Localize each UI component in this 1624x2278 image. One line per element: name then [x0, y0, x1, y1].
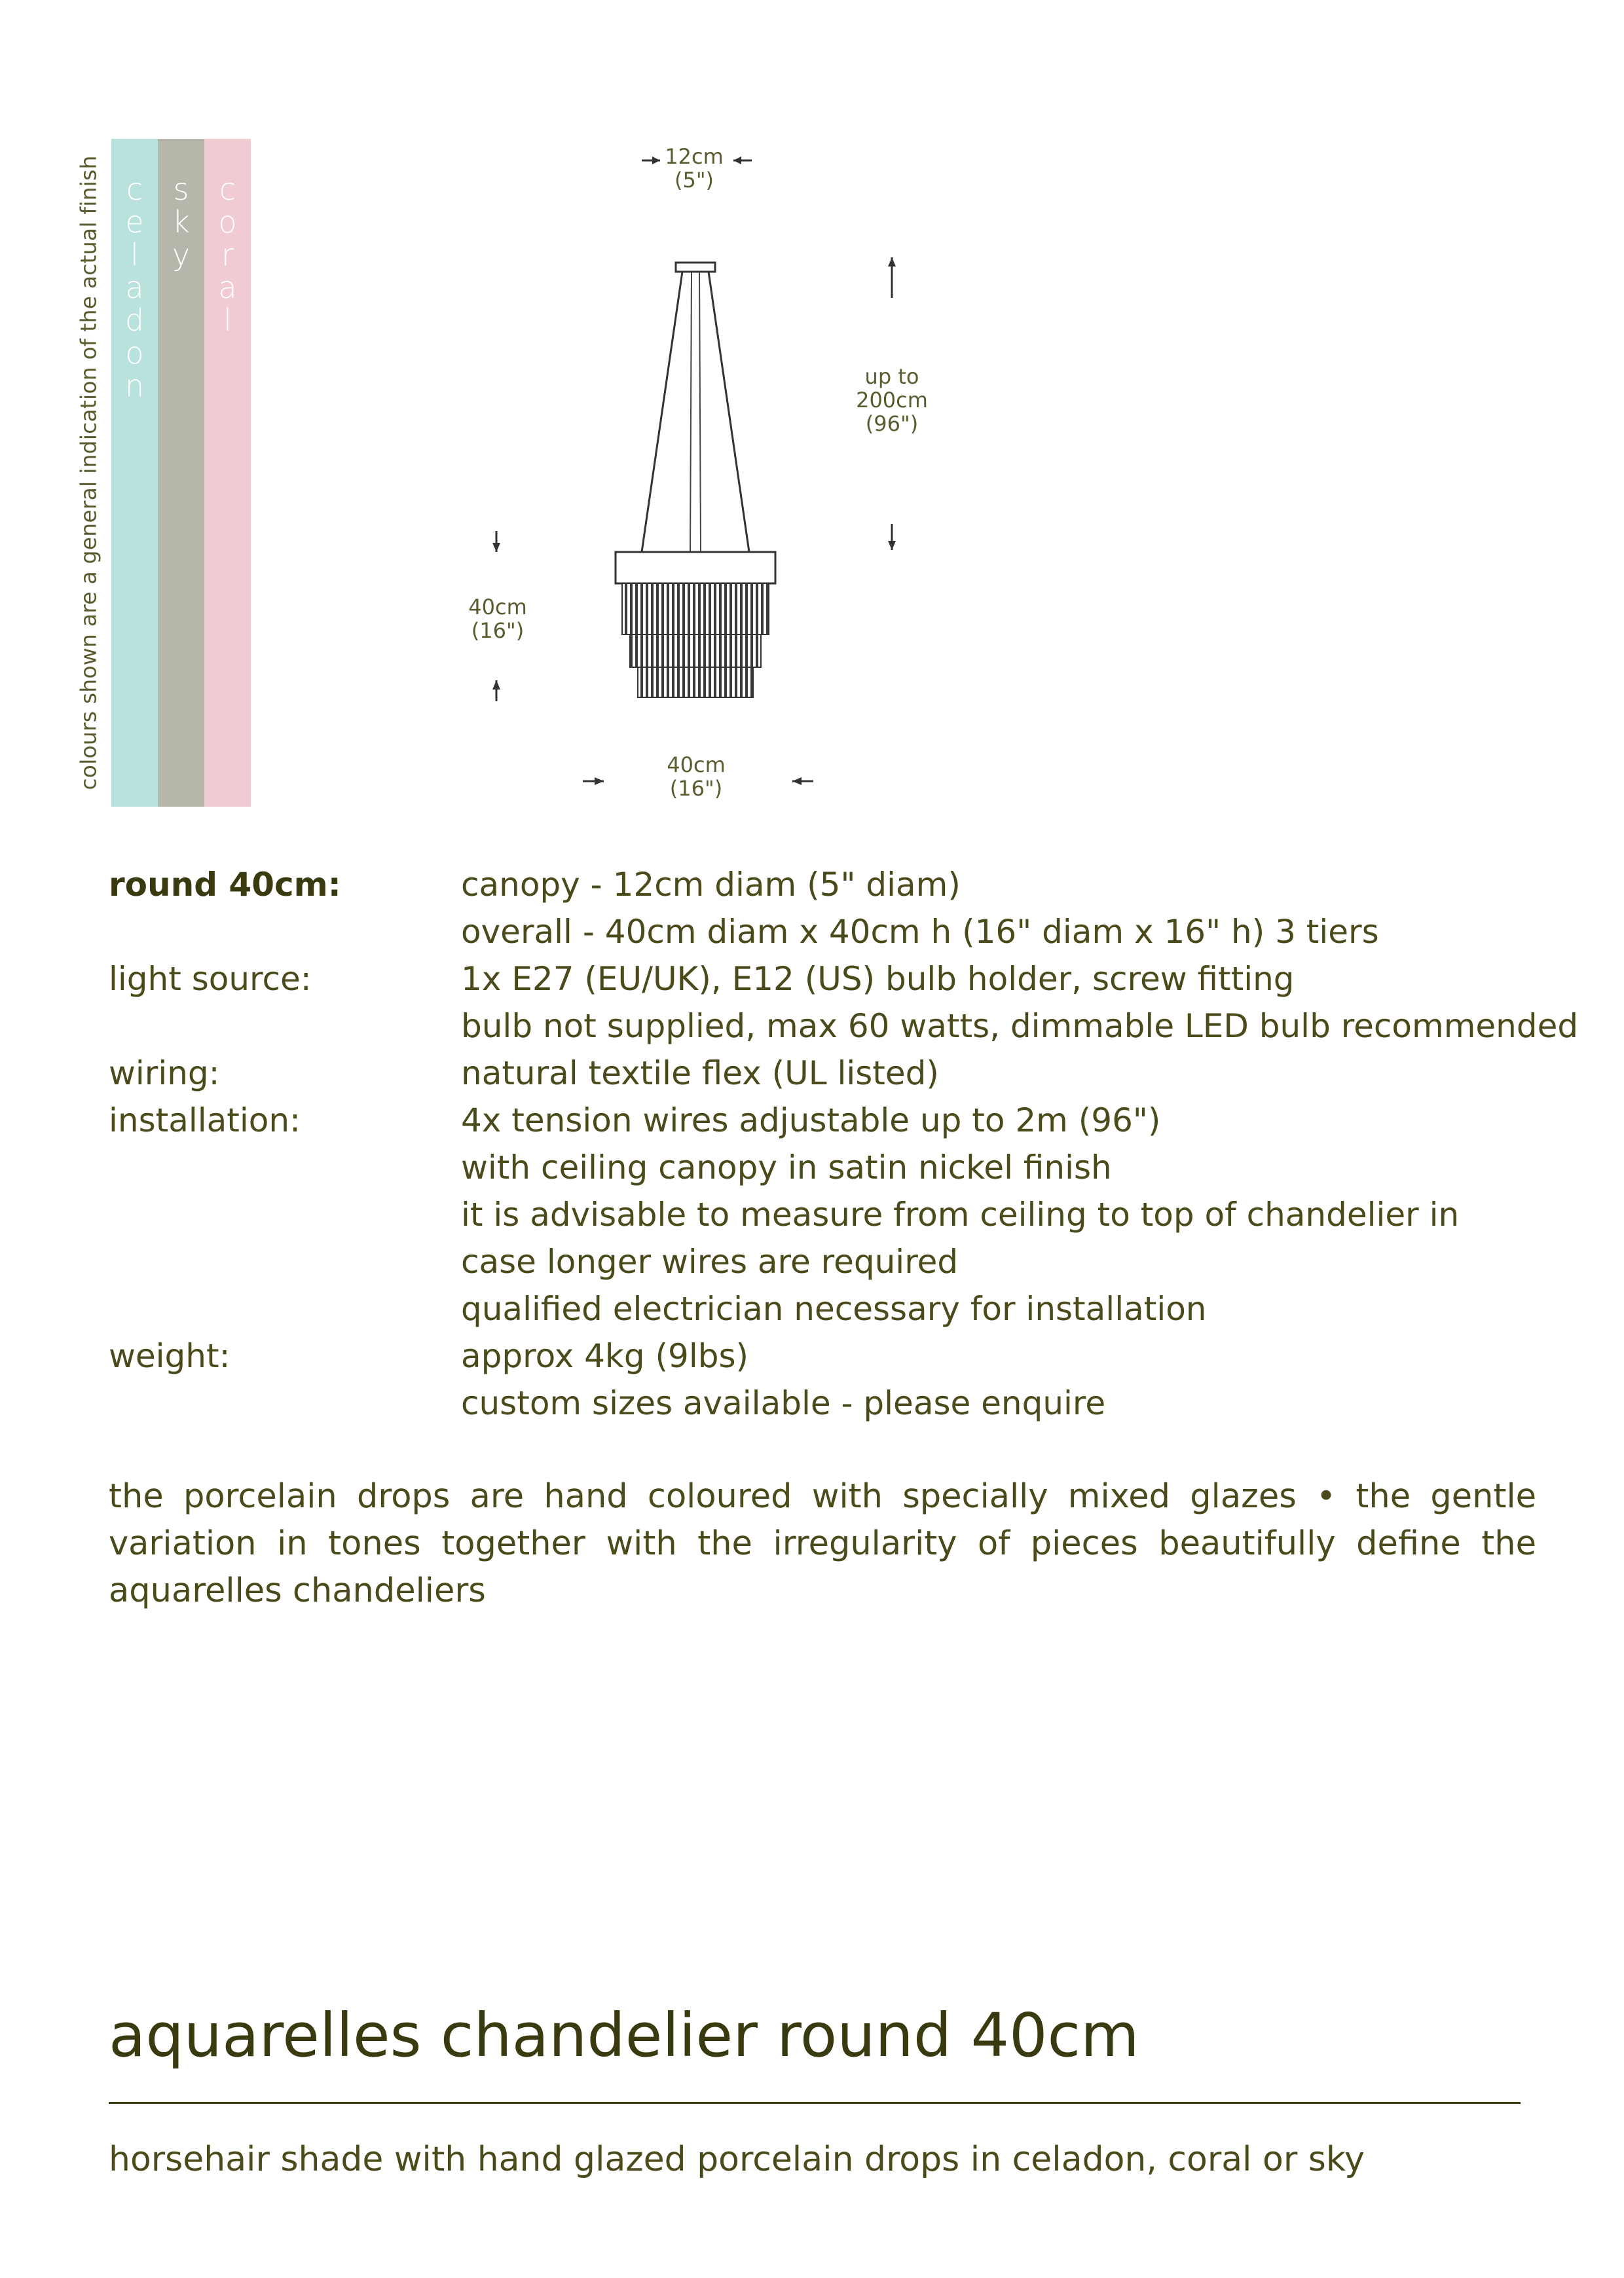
swatch-coral-label [204, 173, 251, 337]
swatch-coral [204, 139, 251, 807]
spec-install-5: qualified electrician necessary for installation [461, 1290, 1207, 1328]
swatch-letter: r [221, 237, 234, 272]
spec-label-round: round 40cm: [109, 866, 341, 904]
spec-label-installation: installation: [109, 1101, 301, 1139]
width-dimension [660, 753, 732, 800]
swatch-letter: c [126, 172, 143, 207]
spec-label-wiring: wiring: [109, 1054, 220, 1092]
porcelain-note: the porcelain drops are hand coloured with specially mixed glazes • the gentle variation in tones together with the irregularity of pieces beautifully define the aquarelles chandeliers [109, 1477, 1536, 1610]
height-cm: 40cm [468, 595, 527, 619]
swatch-sky [158, 139, 204, 807]
drop-cm: 200cm [856, 388, 928, 413]
spec-weight: approx 4kg (9lbs) [461, 1337, 749, 1375]
tier-middle [630, 634, 761, 667]
swatch-letter: l [130, 237, 139, 272]
spec-install-4: case longer wires are required [461, 1243, 959, 1281]
swatch-letter: a [125, 270, 144, 305]
chandelier-illustration [452, 141, 936, 822]
spec-wiring: natural textile flex (UL listed) [461, 1054, 939, 1092]
swatch-letter: y [172, 237, 191, 272]
drop-dimension [853, 365, 931, 435]
drop-in: (96") [865, 411, 919, 436]
spec-install-2: with ceiling canopy in satin nickel finish [461, 1148, 1112, 1186]
swatch-celadon [111, 139, 158, 807]
finish-caption-text: colours shown are a general indication of the actual finish [75, 155, 101, 790]
drop-line1: up to [864, 364, 919, 389]
spec-label-weight: weight: [109, 1337, 231, 1375]
tier-top [622, 583, 769, 634]
height-in: (16") [471, 618, 525, 643]
swatch-letter: o [218, 204, 237, 240]
swatch-celadon-label [111, 173, 158, 402]
swatch-letter: c [219, 172, 236, 207]
spec-install-3: it is advisable to measure from ceiling to top of chandelier in [461, 1196, 1460, 1234]
spec-light-1: 1x E27 (EU/UK), E12 (US) bulb holder, screw fitting [461, 960, 1295, 998]
chandelier-drawing [452, 141, 936, 822]
swatch-letter: n [124, 368, 145, 403]
swatch-letter: s [173, 172, 189, 207]
width-in: (16") [669, 776, 723, 801]
canopy-dimension [661, 145, 727, 192]
product-title: aquarelles chandelier round 40cm [109, 2000, 1139, 2070]
title-divider [109, 2102, 1521, 2104]
spec-custom: custom sizes available - please enquire [461, 1384, 1106, 1422]
swatch-letter: o [125, 335, 144, 371]
swatch-sky-label [158, 173, 204, 271]
swatch-letter: d [124, 303, 145, 338]
width-cm: 40cm [667, 752, 726, 777]
canopy-cm: 12cm [665, 144, 724, 169]
spec-install-1: 4x tension wires adjustable up to 2m (96") [461, 1101, 1161, 1139]
spec-light-2: bulb not supplied, max 60 watts, dimmable LED bulb recommended [461, 1007, 1579, 1045]
swatch-letter: l [223, 303, 232, 338]
swatch-letter: k [172, 204, 190, 240]
spec-overall: overall - 40cm diam x 40cm h (16" diam x 16" h) 3 tiers [461, 913, 1379, 951]
finish-caption [65, 139, 111, 807]
height-dimension [465, 595, 530, 642]
swatch-letter: e [125, 204, 144, 240]
swatch-letter: a [218, 270, 237, 305]
canopy-in: (5") [674, 168, 714, 193]
product-subtitle: horsehair shade with hand glazed porcelain drops in celadon, coral or sky [109, 2140, 1365, 2179]
spec-label-light: light source: [109, 960, 312, 998]
spec-canopy: canopy - 12cm diam (5" diam) [461, 866, 961, 904]
tier-bottom [638, 667, 753, 697]
